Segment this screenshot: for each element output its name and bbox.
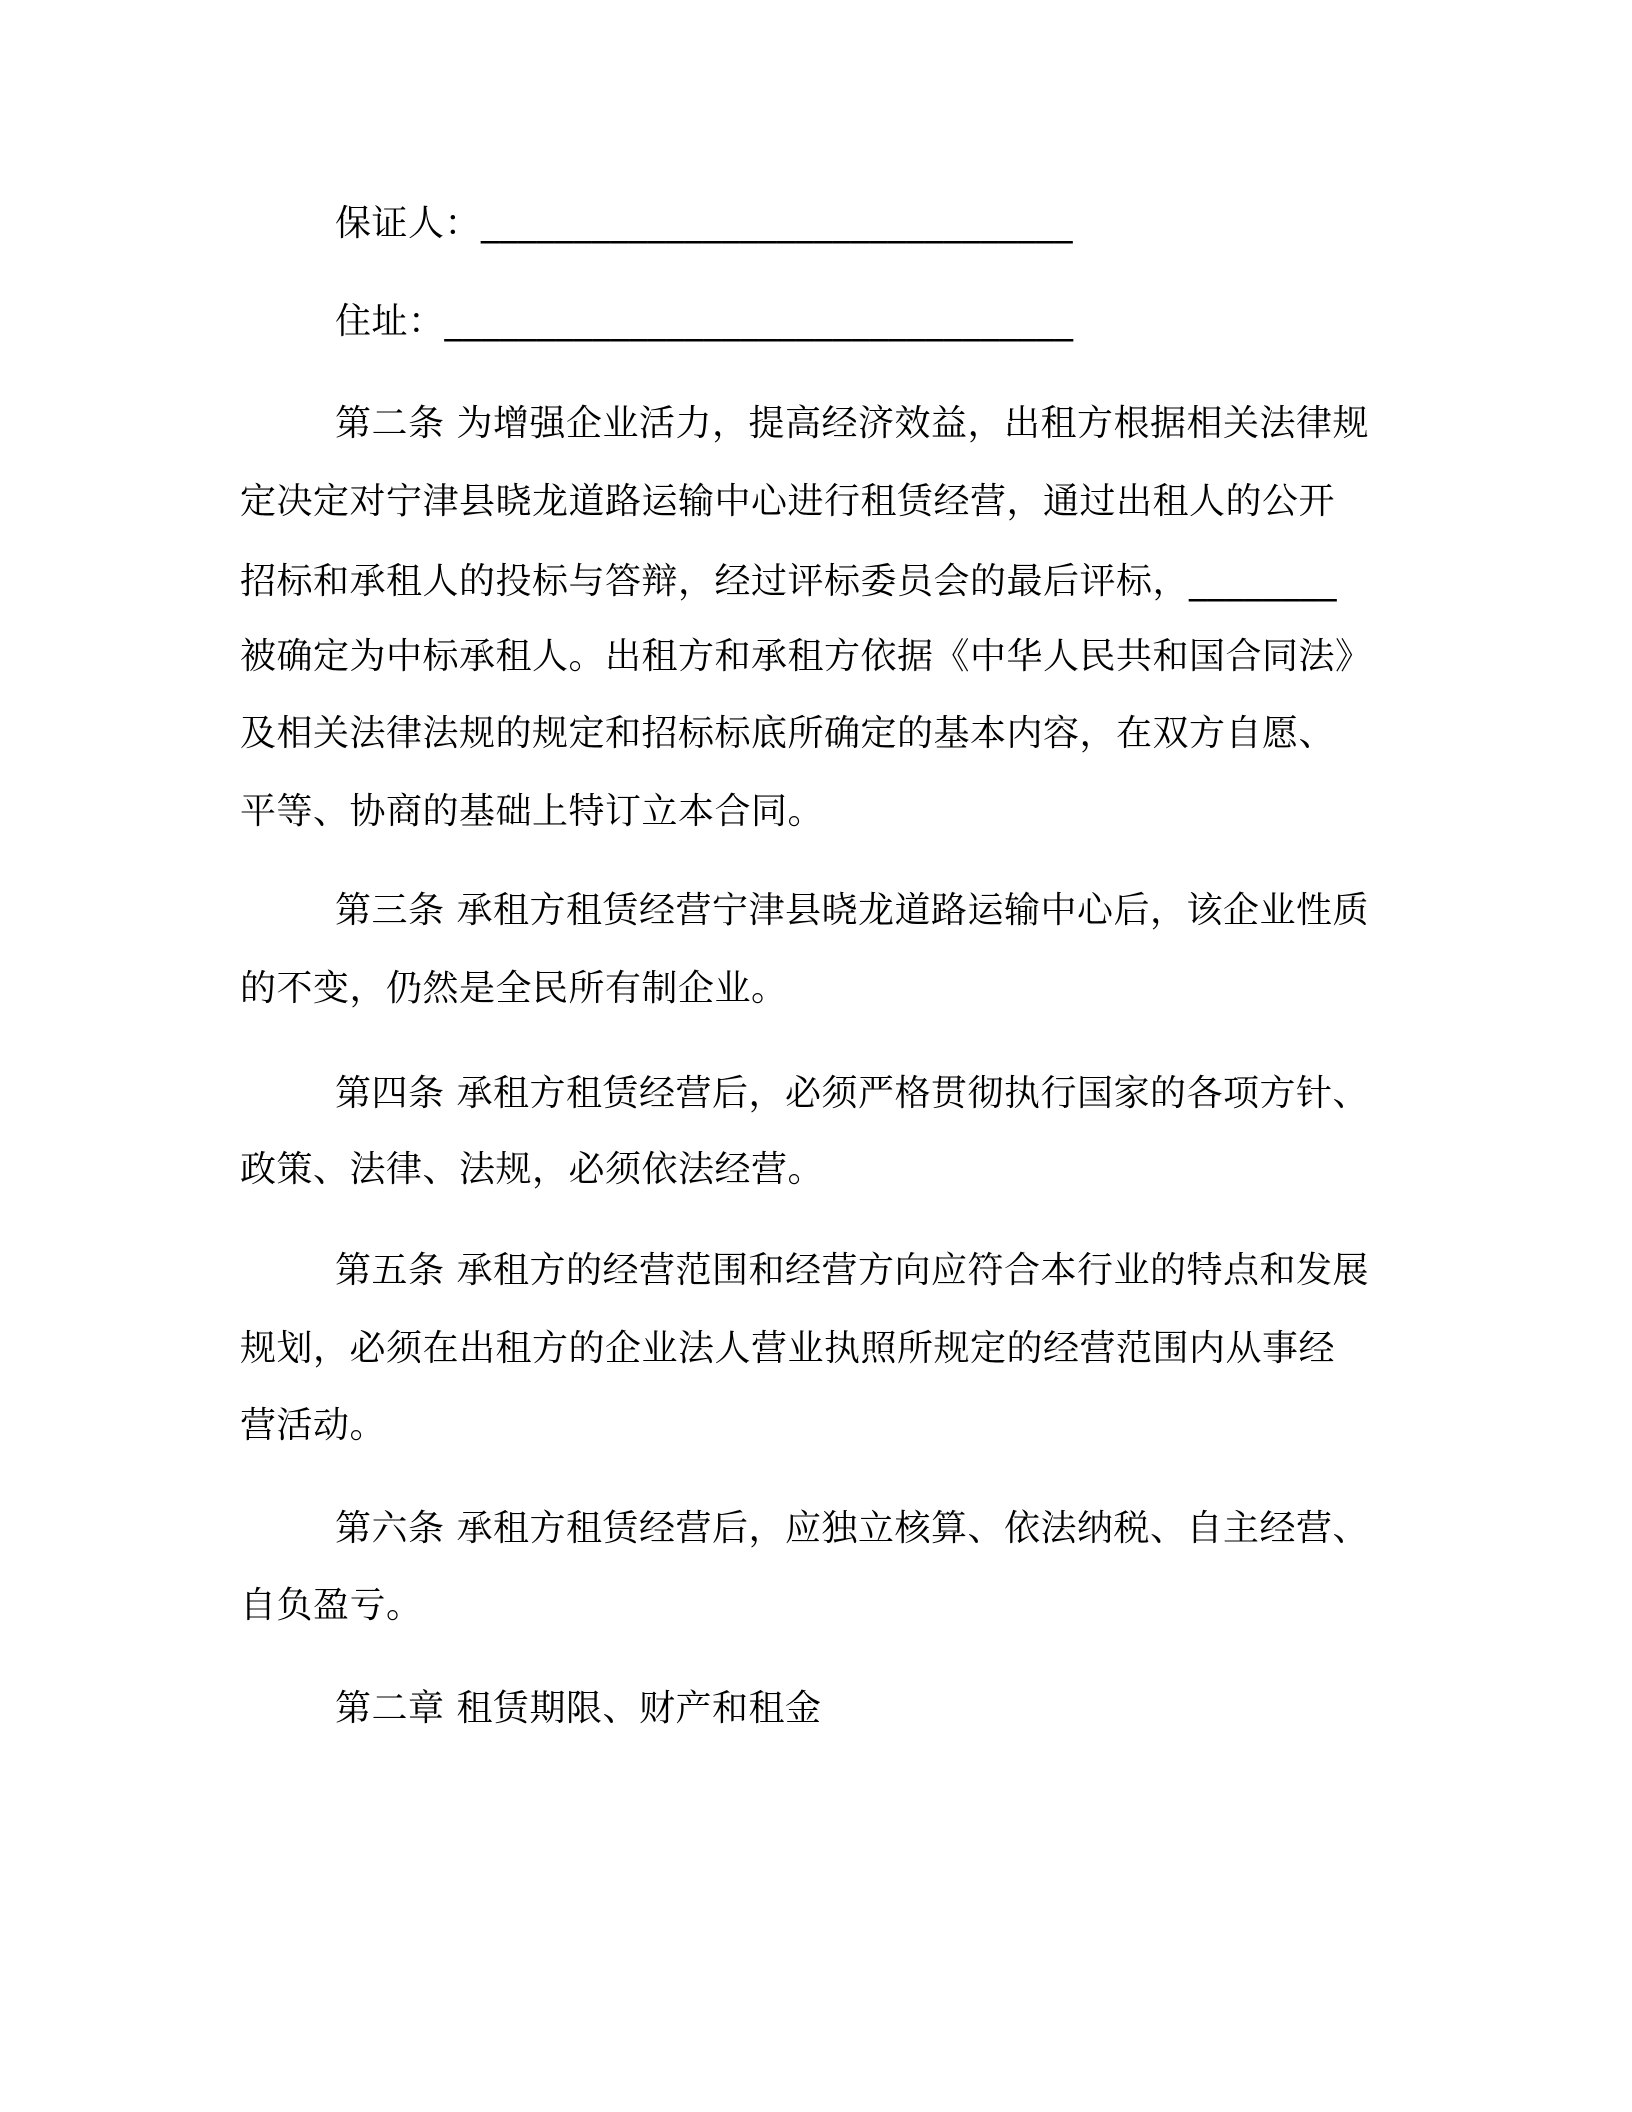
article-2-line: 招标和承租人的投标与答辩，经过评标委员会的最后评标，________	[240, 561, 1338, 602]
address-blank: __________________________________	[444, 301, 1074, 342]
guarantor-line	[335, 198, 1495, 250]
article-3-line: 第三条 承租方租赁经营宁津县晓龙道路运输中心后，该企业性质	[335, 890, 1369, 931]
article-2-line: 第二条 为增强企业活力，提高经济效益，出租方根据相关法律规	[335, 403, 1369, 444]
article-2-line: 及相关法律法规的规定和招标标底所确定的基本内容，在双方自愿、	[240, 713, 1336, 754]
address-label: 住址：	[335, 301, 445, 342]
article-5-line: 营活动。	[240, 1405, 387, 1446]
article-4-line: 第四条 承租方租赁经营后，必须严格贯彻执行国家的各项方针、	[335, 1073, 1369, 1114]
article-3-line: 的不变，仍然是全民所有制企业。	[240, 968, 788, 1009]
article-5-line: 第五条 承租方的经营范围和经营方向应符合本行业的特点和发展	[335, 1250, 1369, 1291]
article-2-line: 平等、协商的基础上特订立本合同。	[240, 791, 825, 832]
article-4-line: 政策、法律、法规，必须依法经营。	[240, 1149, 825, 1190]
address-line	[335, 296, 1495, 348]
guarantor-blank: ________________________________	[481, 203, 1074, 244]
guarantor-label: 保证人：	[335, 203, 482, 244]
article-2-line: 被确定为中标承租人。出租方和承租方依据《中华人民共和国合同法》	[240, 636, 1372, 677]
article-6-line: 自负盈亏。	[240, 1585, 423, 1626]
article-6-line: 第六条 承租方租赁经营后，应独立核算、依法纳税、自主经营、	[335, 1508, 1369, 1549]
article-2-line: 定决定对宁津县晓龙道路运输中心进行租赁经营，通过出租人的公开	[240, 481, 1336, 522]
article-5-line: 规划，必须在出租方的企业法人营业执照所规定的经营范围内从事经	[240, 1328, 1336, 1369]
chapter-2-heading: 第二章 租赁期限、财产和租金	[335, 1688, 822, 1729]
